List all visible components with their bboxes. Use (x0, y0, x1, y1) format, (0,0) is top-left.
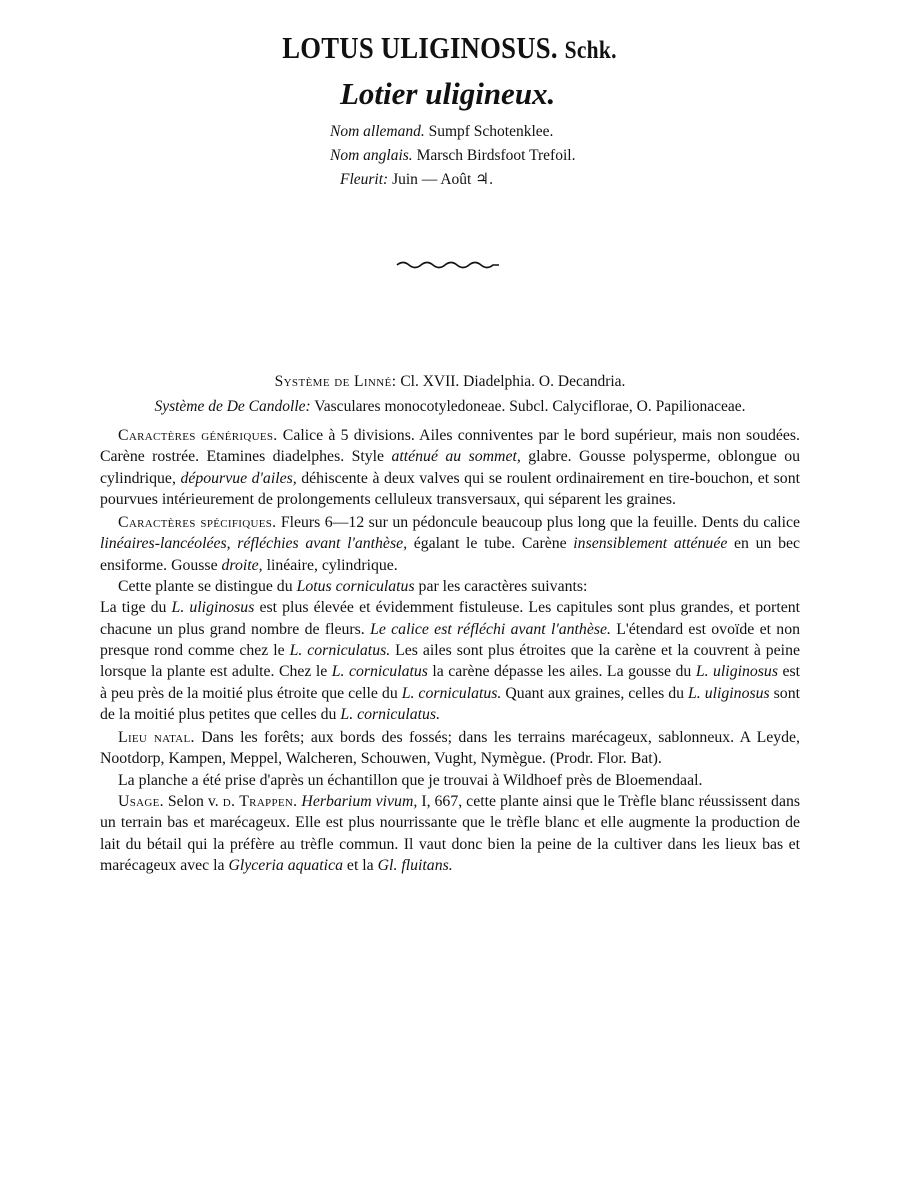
text-run: glabre. Gousse polysperme, oblongue ou cylindrique, (100, 448, 801, 487)
text-run: la carène dépasse les ailes. La gousse du (427, 663, 696, 681)
italic-run: dépourvue d'ailes, (180, 469, 297, 487)
specific-characters-label: Caractères spécifiques. (118, 514, 277, 532)
english-name-label: Nom anglais. (330, 147, 413, 164)
flowering-label: Fleurit: (340, 171, 389, 188)
italic-run: Herbarium vivum, (297, 793, 418, 811)
usage-label: Usage. (118, 793, 164, 811)
english-name-line (330, 144, 575, 168)
candolle-label: Système de De Candolle: (154, 398, 311, 415)
text-run: L'étendard est ovoïde et non presque rond comme chez le (100, 620, 800, 659)
text-run: La planche a été prise d'après un échantillon que je trouvai à Wildhoef près de Bloemendaal. (118, 771, 703, 789)
candolle-value: Vasculares monocotyledoneae. Subcl. Calyciflorae, O. Papilionaceae. (314, 398, 746, 415)
page-title (63, 30, 836, 66)
text-run: La tige du (100, 599, 172, 617)
usage-paragraph (100, 791, 800, 876)
text-run: I, 667, cette plante ainsi que le Trèfle blanc réussissent dans un terrain bas et marécageux. Elle est plus nourrissante que le trèfle blanc et elle augmente la production de lait du bétail qui la préfère au trèfle commun. Il vaut donc bien la peine de la cultiver dans les lieux bas et marécageux avec la (100, 793, 801, 874)
text-run: Selon v. (163, 793, 223, 811)
plate-paragraph (100, 770, 800, 791)
comparison-paragraph (100, 597, 800, 725)
linnean-value: Cl. XVII. Diadelphia. O. Decandria. (400, 373, 626, 390)
text-run: déhiscente à deux valves qui se roulent ordinairement en tire-bouchon, et sont pourvues intérieurement de prolongements celluleux transversaux, qui séparent les graines. (100, 469, 800, 508)
text-run: linéaire, cylindrique. (262, 556, 398, 574)
text-run: Cette plante se distingue du (118, 578, 297, 596)
italic-run: Le calice est réfléchi avant l'anthèse. (370, 620, 611, 638)
generic-characters-paragraph (100, 425, 800, 510)
english-name-value: Marsch Birdsfoot Trefoil. (416, 147, 576, 164)
distinction-paragraph (100, 576, 800, 597)
linnean-label: Système de Linné: (274, 373, 397, 390)
french-name: Lotier uligineux. (340, 76, 556, 111)
text-run: est à peu près de la moitié plus étroite que celle du (100, 663, 801, 702)
text-run: Dans les forêts; aux bords des fossés; dans les terrains marécageux, sablonneux. A Leyde, Nootdorp, Kampen, Meppel, Walcheren, Schouwen, Vught, Nymègue. (Prodr. Flor. Bat). (100, 729, 800, 768)
common-names (330, 120, 575, 192)
italic-run: L. corniculatus. (401, 684, 502, 702)
species-author: Schk. (564, 37, 617, 64)
italic-run: L. uliginosus (688, 684, 770, 702)
italic-run: L. corniculatus (331, 663, 428, 681)
text-run: sont de la moitié plus petites que celles du (100, 684, 800, 723)
text-run: est plus élevée et évidemment fistuleuse. Les capitules sont plus grandes, et portent chacune un plus grand nombre de fleurs. (100, 599, 801, 638)
italic-run: Glyceria aquatica (228, 856, 343, 874)
text-run: Fleurs 6—12 sur un pédoncule beaucoup plus long que la feuille. Dents du calice (276, 514, 801, 532)
italic-run: Gl. fluitans. (377, 856, 453, 874)
author-name: d. Trappen. (222, 793, 298, 811)
candolle-system (30, 398, 870, 416)
german-name-label: Nom allemand. (330, 123, 425, 140)
italic-run: atténué au sommet, (391, 448, 521, 466)
italic-run: insensiblement atténuée (573, 535, 728, 553)
linnean-system (50, 373, 850, 391)
italic-run: Lotus corniculatus (296, 578, 415, 596)
text-run: par les caractères suivants: (414, 578, 588, 596)
text-run: en un bec ensiforme. Gousse (100, 535, 800, 574)
specific-characters-paragraph (100, 512, 800, 576)
species-name: LOTUS ULIGINOSUS. (282, 30, 558, 65)
habitat-label: Lieu natal. (118, 729, 195, 747)
flowering-value: Juin — Août ♃. (392, 171, 493, 188)
text-run: et la (342, 856, 378, 874)
german-name-value: Sumpf Schotenklee. (428, 123, 554, 140)
italic-run: L. uliginosus (171, 599, 255, 617)
italic-run: L. corniculatus. (340, 705, 441, 723)
text-run: Quant aux graines, celles du (501, 684, 688, 702)
italic-run: L. uliginosus (695, 663, 778, 681)
habitat-paragraph (100, 727, 800, 770)
ornamental-divider (396, 258, 500, 270)
description-body (100, 425, 800, 876)
text-run: égalant le tube. Carène (407, 535, 574, 553)
german-name-line (330, 120, 575, 144)
italic-run: linéaires-lancéolées, réfléchies avant l'anthèse, (100, 535, 408, 553)
text-run: Les ailes sont plus étroites que la carène et la couvrent à peine lorsque la plante est adulte. Chez le (100, 641, 800, 681)
generic-characters-label: Caractères génériques. (118, 427, 278, 444)
italic-run: droite, (221, 556, 263, 574)
flowering-line (330, 168, 575, 192)
italic-run: L. corniculatus. (289, 641, 391, 659)
text-run: Calice à 5 divisions. Ailes conniventes par le bord supérieur, mais non soudées. Carène rostrée. Etamines diadelphes. Style (100, 427, 801, 466)
